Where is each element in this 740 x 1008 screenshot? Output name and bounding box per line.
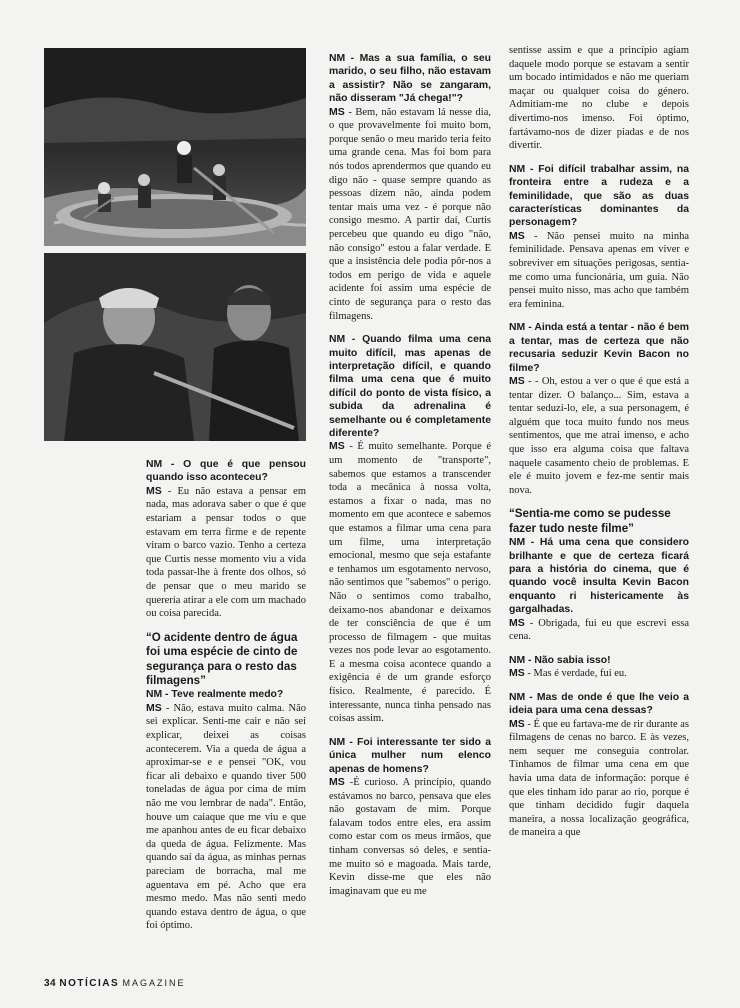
interview-answer [509,230,689,312]
interview-answer [509,667,689,681]
speaker-label: MS [329,776,345,789]
answer-text: - Eu não estava a pensar em nada, mas adorava saber o que é que estariam a pensar todos o que estavam em terra firme e de repente viram o barco vazio. Tenho a certeza que Curtis nesse momento viu a vida toda passar-lhe à frente dos olhos, só de pensar que o meu marido se quereria atirar a ele com um machado ou coisa parecida. [146,485,306,620]
magazine-subtitle: MAGAZINE [122,978,186,988]
interview-question: NM - Teve realmente medo? [146,689,284,701]
interview-question: NM - Foi difícil trabalhar assim, na fronteira entre a rudeza e a feminilidade, que são as duas características dominantes da personagem? [509,163,689,229]
interview-answer [509,44,689,153]
interview-answer [146,485,306,621]
answer-text: - Não, estava muito calma. Não sei explicar. Senti-me cair e não sei explicar, deixei as coisas acontecerem. Via a queda de água a aproximar-se e e pensei "OK, vou ficar ali debaixo e quando tiver 500 toneladas de água por cima de mim não me vou lembrar de nada". Então, houve um caiaque que me viu e que me apanhou antes de eu ficar debaixo da queda de água. Felizmente. Mas quando saí da água, as minhas pernas pareciam de borracha, mal me aguentava em pé. Acho que era mesmo medo. Mas não senti medo quando estava dentro de água, o que foi óptimo. [146,702,306,932]
interview-answer [509,617,689,644]
interview-question: NM - Quando filma uma cena muito difícil, mas apenas de interpretação difícil, e quando filma uma cena que é muito difícil do ponto de vista físico, a subida da adrenalina é semelhante ou é completamente diferente? [329,334,491,439]
interview-question: NM - Não sabia isso! [509,654,611,666]
interview-question: NM - Ainda está a tentar - não é bem a tentar, mas de certeza que não recusaria seduzir Kevin Bacon no filme? [509,322,689,374]
page-number: 34 [44,978,57,989]
interview-question: NM - Há uma cena que considero brilhante e que de certeza ficará para a história do cinema, que é quando você insulta Kevin Bacon enquanto ri histericamente às gargalhadas. [509,537,689,616]
speaker-label: MS [509,667,525,680]
answer-text: - Não pensei muito na minha feminilidade. Pensava apenas em viver e sobreviver em situações perigosas, sentia-me como uma funcionária, um guia. Não pensei muito nisso, mas acho que também era feminina. [509,230,689,310]
speaker-label: MS [509,717,525,730]
interview-answer [329,776,491,898]
speaker-label: MS [329,440,345,453]
interview-question: NM - Mas de onde é que lhe veio a ideia para uma cena dessas? [509,691,689,717]
speaker-label: MS [509,229,525,242]
interview-question: NM - Foi interessante ter sido a única mulher num elenco apenas de homens? [329,736,491,775]
page-footer [44,978,185,989]
speaker-label: MS [509,374,525,387]
photo-actors [44,253,306,441]
interview-answer [509,375,689,497]
article-column-3 [509,44,689,962]
article-column-1 [146,458,306,952]
answer-text: - - Oh, estou a ver o que é que está a tentar dizer. O balanço... Sim, estava a tentar seduzi-lo, ele, a sua personagem, é alguém que toca muito fundo nos meus sentimentos, que me atrai imenso, e acho que isso era alguma coisa que faltava naquele casamento cheio de problemas. E ele é muito jovem e fez-me sentir mais nova. [509,375,689,496]
answer-text: - Mas é verdade, fui eu. [524,668,627,680]
interview-answer [509,718,689,840]
speaker-label: MS [329,105,345,118]
speaker-label: MS [146,701,162,714]
actors-photo-image [44,253,306,441]
pull-quote: “O acidente dentro de água foi uma espécie de cinto de segurança para o resto das filmagens” [146,630,298,687]
speaker-label: MS [146,484,162,497]
interview-question: NM - O que é que pensou quando isso aconteceu? [146,459,306,484]
answer-text: sentisse assim e que a princípio agiam daquele modo porque se estavam a sentir um bocado intimidados e não me queriam maçar ou qualquer coisa do género. Admitiam-me no clube e depois divertimo-nos imenso. Foi óptimo, fartávamo-nos de dizer piadas e de nos divertir. [509,45,689,152]
article-column-2 [329,52,491,962]
pull-quote: “Sentia-me como se pudesse fazer tudo neste filme” [509,507,671,535]
answer-text: - Bem, não estavam lá nesse dia, o que provavelmente foi muito bom, porque senão o meu marido teria feito uma grande cena. Mas foi bom para nós todos aprendermos que quando eu digo não - quase sempre quando as pessoas dizem não, ainda podem tentar mais uma vez - é porque não consigo mesmo. A partir daí, Curtis percebeu que quando eu digo "não, não consigo" estou a falar verdade. E que a insistência dele podia pôr-nos a todos em perigo de vida e aquele acidente foi assim uma espécie de cinto de segurança para o resto das filmagens. [329,106,491,322]
interview-question: NM - Mas a sua família, o seu marido, o seu filho, não estavam a assistir? Não se zangaram, não disseram "Já chega!"? [329,53,491,105]
answer-text: -É curioso. A princípio, quando estávamos no barco, pensava que eles não gostavam de mim. Porque falavam todos entre eles, era assim como estar com os meus irmãos, que tinham conversas só deles, e sentia-me muito só e magoada. Mais tarde, Kevin disse-me que eles não imaginavam que eu me [329,777,491,897]
interview-answer [329,440,491,725]
speaker-label: MS [509,616,525,629]
interview-answer [146,702,306,933]
answer-text: - É muito semelhante. Porque é um momento de "transporte", sabemos que estamos a transcender toda a mecânica à nossa volta, estamos a fixar o nada, mas no momento em que acontece e sabemos que estamos a filmar uma cena para um filme, uma interpretação emocional, mesmo que seja estafante e tenhamos um esgotamento nervoso, não sentimos que "sabemos" o perigo. Não o sentimos como trabalho, deixamo-nos abandonar e deixamos de ter consciência de que é um processo de filmagem - que muitas vezes nos pode levar ao esgotamento. E a mesma coisa acontece quando a exigência é de um grande esforço físico. Realmente, é parecido. É interessante, nunca tinha pensado nas coisas assim. [329,441,491,725]
magazine-name: NOTÍCIAS [59,978,120,989]
answer-text: - É que eu fartava-me de rir durante as filmagens de cenas no barco. E às vezes, nem sequer me conseguia controlar. Tínhamos de filmar uma cena em que havia uma data de informação: porque é que eles tinham ido parar ao rio, porque é que tinham decidido fugir daquela maneira, a nossa localização geográfica, de maneira a que [509,718,689,839]
photo-rafting [44,48,306,246]
answer-text: - Obrigada, fui eu que escrevi essa cena. [509,617,689,643]
rafting-photo-image [44,48,306,246]
interview-answer [329,106,491,324]
